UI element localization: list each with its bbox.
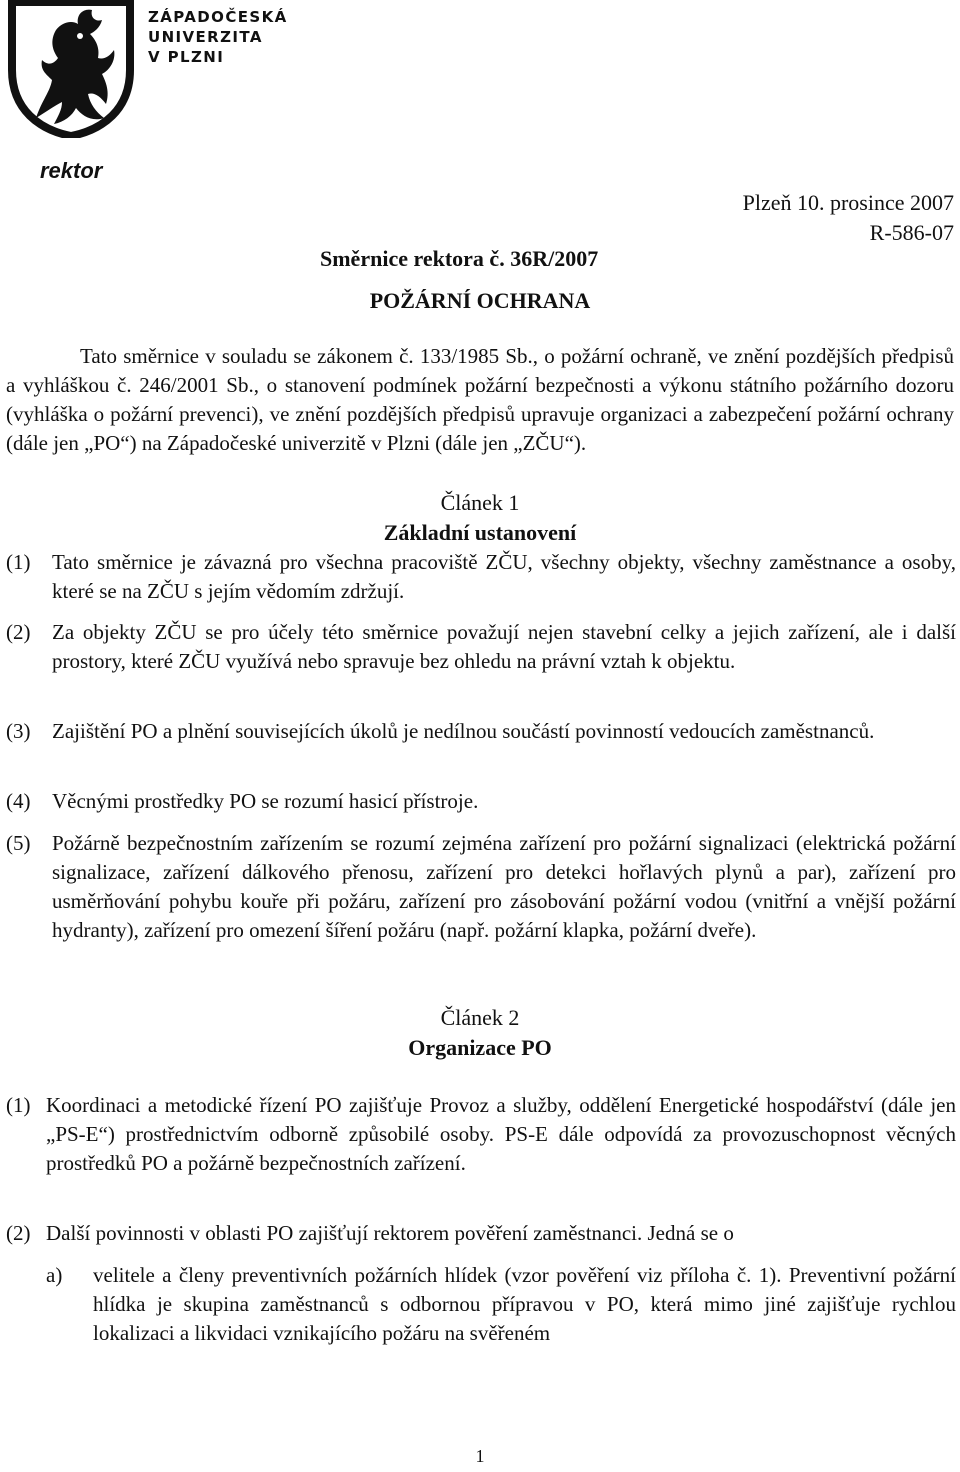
article-2-paragraph-2 [6, 1219, 956, 1248]
paragraph-number: (3) [6, 719, 31, 743]
article-2-heading: Organizace PO [408, 1035, 552, 1060]
paragraph-text: Další povinnosti v oblasti PO zajišťují rektorem pověření zaměstnanci. Jedná se o [46, 1221, 734, 1245]
article-2-subitem-a [46, 1261, 956, 1348]
document-subject: POŽÁRNÍ OCHRANA [369, 288, 591, 313]
paragraph-text: Věcnými prostředky PO se rozumí hasicí přístroje. [52, 789, 479, 813]
article-1-paragraph-1 [6, 548, 956, 606]
paragraph-text: Zajištění PO a plnění souvisejících úkolů je nedílnou součástí povinností vedoucích zaměstnanců. [52, 719, 875, 743]
article-2-number: Článek 2 [440, 1005, 520, 1030]
place-date-block [743, 188, 954, 248]
article-1-paragraph-3 [6, 717, 956, 746]
article-1-paragraph-2 [6, 618, 956, 676]
university-name [148, 7, 288, 67]
paragraph-number: (5) [6, 831, 31, 855]
article-2-header [0, 1003, 960, 1063]
subitem-letter: a) [46, 1263, 63, 1287]
paragraph-text: Za objekty ZČU se pro účely této směrnice považují nejen stavební celky a jejich zařízení, ale i další prostory, které ZČU využívá nebo spravuje bez ohledu na právní vztah k objektu. [52, 620, 956, 673]
article-1-paragraph-4 [6, 787, 956, 816]
university-lion-emblem-icon [6, 0, 136, 138]
university-name-line: UNIVERZITA [148, 28, 263, 46]
paragraph-text: Koordinaci a metodické řízení PO zajišťuje Provoz a služby, oddělení Energetické hospodářství (dále jen „PS-E“) prostřednictvím odborně způsobilé osoby. PS-E dále odpovídá za provozuschopnost věcných prostředků PO a požárně bezpečnostních zařízení. [46, 1093, 956, 1175]
directive-number: Směrnice rektora č. 36R/2007 [320, 246, 599, 271]
article-1-heading: Základní ustanovení [383, 520, 577, 545]
paragraph-text: Tato směrnice je závazná pro všechna pracoviště ZČU, všechny objekty, všechny zaměstnance a osoby, které se na ZČU s jejím vědomím zdržují. [52, 550, 956, 603]
paragraph-text: Požárně bezpečnostním zařízením se rozumí zejména zařízení pro požární signalizaci (elektrická požární signalizace, zařízení dálkového přenosu, zařízení pro detekci hořlavých plynů a par), zařízení pro usměrňování pohybu kouře při požáru, zařízení pro zásobování požární vodou (vnitřní a vnější požární hydranty), zařízení pro omezení šíření požáru (např. požární klapka, požární dveře). [52, 831, 956, 942]
department-label: rektor [40, 158, 103, 183]
intro-paragraph [6, 342, 954, 458]
article-1-paragraph-5 [6, 829, 956, 945]
university-name-line: V PLZNI [148, 48, 225, 66]
paragraph-number: (4) [6, 789, 31, 813]
place-date: Plzeň 10. prosince 2007 [742, 190, 954, 215]
paragraph-number: (2) [6, 620, 31, 644]
university-name-line: ZÁPADOČESKÁ [148, 8, 288, 26]
article-2-paragraph-1 [6, 1091, 956, 1178]
paragraph-number: (1) [6, 1093, 31, 1117]
paragraph-number: (2) [6, 1221, 31, 1245]
reference-number: R-586-07 [869, 220, 954, 245]
article-1-header [0, 488, 960, 548]
paragraph-number: (1) [6, 550, 31, 574]
article-1-number: Článek 1 [440, 490, 520, 515]
subitem-text: velitele a členy preventivních požárních hlídek (vzor pověření viz příloha č. 1). Preventivní požární hlídka je skupina zaměstnanců s odbornou přípravou v PO, která mimo jiné zajišťuje rychlou lokalizaci a likvidaci vznikajícího požáru na svěřeném [93, 1263, 956, 1345]
intro-text: Tato směrnice v souladu se zákonem č. 133/1985 Sb., o požární ochraně, ve znění pozdějších předpisů a vyhláškou č. 246/2001 Sb., o stanovení podmínek požární bezpečnosti a výkonu státního požárního dozoru (vyhláška o požární prevenci), ve znění pozdějších předpisů upravuje organizaci a zabezpečení požární ochrany (dále jen „PO“) na Západočeské univerzitě v Plzni (dále jen „ZČU“). [6, 344, 954, 455]
page-number: 1 [475, 1446, 485, 1466]
